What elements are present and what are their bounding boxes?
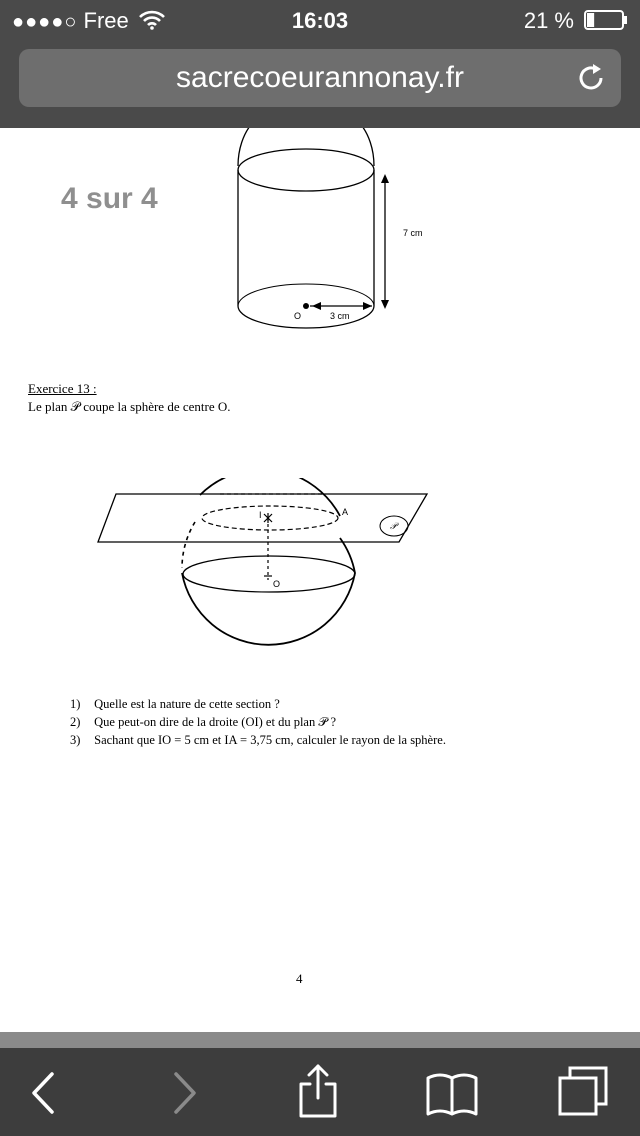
cylinder-figure [230, 128, 430, 338]
question-3 [70, 733, 446, 748]
battery-level [587, 13, 594, 27]
point-i-label: I [259, 510, 262, 520]
address-bar[interactable] [19, 49, 621, 107]
clock: 16:03 [291, 8, 349, 33]
toolbar-separator [0, 1032, 640, 1048]
sphere-plane-figure [90, 478, 440, 668]
battery-icon [584, 10, 628, 30]
tabs-icon[interactable] [552, 1064, 612, 1122]
signal-strength-icon: ●●●●○ [12, 11, 78, 33]
back-icon[interactable] [16, 1064, 76, 1122]
cylinder-top-ellipse [238, 149, 374, 191]
equator-ellipse [183, 556, 355, 592]
question-number: 1) [70, 697, 81, 711]
share-icon[interactable] [288, 1064, 348, 1122]
question-text: Sachant que IO = 5 cm et IA = 3,75 cm, calculer le rayon de la sphère. [94, 733, 446, 747]
battery-percentage: 21 % [523, 8, 574, 33]
point-o-label: O [273, 579, 281, 589]
center-label: O [294, 311, 302, 321]
question-number: 3) [70, 733, 81, 747]
bottom-toolbar [0, 1048, 640, 1136]
page-number: 4 [296, 971, 303, 986]
carrier-name: Free [83, 8, 129, 33]
plane-label: 𝒫 [390, 521, 397, 531]
bookmarks-icon[interactable] [422, 1064, 482, 1122]
question-text: Quelle est la nature de cette section ? [94, 697, 280, 711]
reload-icon[interactable] [575, 62, 607, 94]
exercise-title: Exercice 13 : [28, 381, 97, 396]
sphere-upper-arc [200, 478, 340, 516]
top-bar [0, 0, 640, 128]
question-2 [70, 715, 336, 730]
exercise-text: Le plan 𝒫 coupe la sphère de centre O. [28, 399, 231, 414]
section-ellipse [202, 506, 338, 530]
page-counter: 4 sur 4 [61, 182, 158, 215]
question-1 [70, 697, 280, 712]
question-number: 2) [70, 715, 81, 729]
radius-label: 3 cm [330, 311, 350, 321]
url-text[interactable]: sacrecoeurannonay.fr [176, 61, 464, 94]
hemisphere-outline [238, 128, 374, 166]
sphere-hidden-arc [182, 522, 195, 568]
point-a-label: A [342, 507, 349, 517]
document-page[interactable] [0, 128, 640, 1032]
question-text: Que peut-on dire de la droite (OI) et du plan 𝒫 ? [94, 715, 337, 729]
center-point [303, 303, 309, 309]
forward-icon[interactable] [154, 1064, 214, 1122]
height-label: 7 cm [403, 228, 423, 238]
plane [98, 494, 427, 542]
